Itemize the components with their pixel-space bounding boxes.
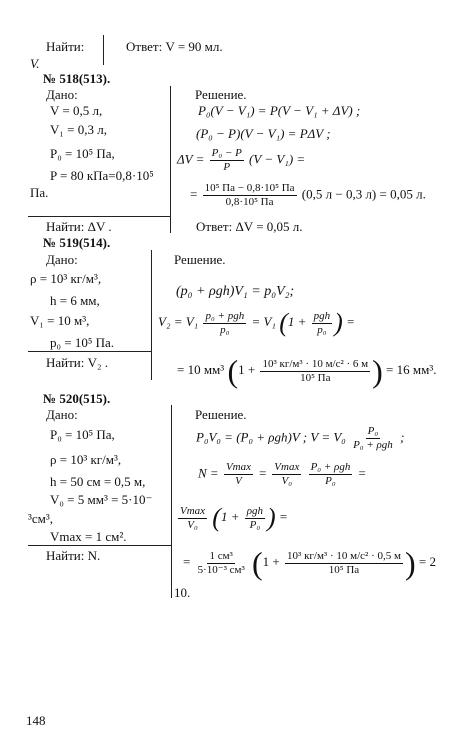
p518-given-3: P = 80 кПа=0,8·10⁵ [50, 168, 154, 183]
p519-eq2-mid: = V₁ [251, 313, 276, 329]
p519-eq3-tail: = 16 мм³. [386, 361, 437, 377]
p518-given-2: P₀ = 10⁵ Па, [50, 146, 115, 161]
p518-eq4-frac [203, 183, 297, 208]
p519-given-3: p₀ = 10⁵ Па. [50, 335, 115, 350]
p520-eq3: $\frac{Vmax}{\text{V₀}}$ (1 + $\frac{\text{ρgh}}{\text{P₀}}$ ) = [180, 503, 288, 532]
p518-given-4: Па. [30, 185, 49, 200]
p519-eq1: (p₀ + ρgh)V₁ = p₀V₂; [176, 284, 295, 299]
divider [103, 35, 104, 65]
p520-solution-label: Решение. [195, 407, 247, 422]
problem-519-title: № 519(514). [43, 235, 111, 250]
p520-eq2-f3-num: P₀ + ρgh [310, 461, 351, 473]
p520-eq3-f [178, 506, 207, 531]
p520-eq2-f3-den: P₀ [325, 475, 336, 487]
p519-eq3-frac [260, 359, 370, 384]
top-answer: Ответ: V = 90 мл. [126, 39, 223, 54]
p520-given-4: ³см³, [28, 511, 54, 526]
p518-eq4-den: 0,8·10⁵ Па [225, 196, 274, 208]
p520-eq3-inner-num: ρgh [246, 504, 264, 517]
top-find-var: V. [30, 56, 40, 71]
p518-eq3-lhs: ΔV = [177, 151, 205, 167]
p519-eq3-den: 10⁵ Па [300, 371, 331, 384]
p519-eq3-lhs: = 10 мм³ [177, 361, 225, 377]
p518-given-label: Дано: [46, 87, 78, 102]
p518-eq4: = $\frac{\text{10⁵ Па − 0,8·10⁵ Па}}{\text{0,8·10⁵ Па}}$ (0,5 л − 0,3 л) = 0,05 л. [190, 182, 426, 208]
p520-eq2-f1-den: V [235, 475, 242, 487]
p520-eq3-f-den: V₀ [187, 518, 198, 531]
p518-eq3-den: P [223, 161, 231, 173]
p520-eq2-lhs: N = [198, 465, 219, 481]
p520-eq2-f2-den: V₀ [281, 475, 293, 487]
p518-eq1: P₀(V − V₁) = P(V − V₁ + ΔV) ; [198, 103, 361, 118]
p520-eq3-inner-den: P₀ [249, 518, 261, 531]
p518-eq3-num: P₀ − P [211, 147, 242, 159]
p520-given-0: P₀ = 10⁵ Па, [50, 427, 115, 442]
p520-eq4-f-num: 1 см³ [209, 549, 233, 562]
p519-eq2-num: p₀ + pgh [205, 309, 245, 322]
p520-eq1-den: P₀ + ρgh [353, 439, 393, 451]
p519-eq2-lhs: V₂ = V₁ [158, 313, 199, 329]
p519-given-2: V₁ = 10 м³, [30, 313, 90, 328]
p519-eq2-inner-den: p₀ [317, 323, 327, 336]
p519-eq2: V₂ = V₁ $\frac{\text{p₀ + pgh}}{\text{p₀}}$ = V₁ (1 + $\frac{\text{pgh}}{\text{p₀}}$ ) = [158, 308, 355, 337]
p520-given-2: h = 50 см = 0,5 м, [50, 474, 146, 489]
problem-520-title: № 520(515). [43, 391, 111, 406]
p520-eq4-tail: = 2 [418, 553, 436, 569]
p520-eq4-f [196, 551, 247, 576]
p519-eq2-den: p₀ [220, 323, 230, 336]
p518-eq3 [177, 148, 305, 173]
p520-find-rule [28, 545, 171, 546]
p519-given-1: h = 6 мм, [50, 293, 100, 308]
p519-eq3-num: 10³ кг/м³ · 10 м/с² · 6 м [262, 357, 369, 370]
p520-eq4-inner-den: 10⁵ Па [328, 563, 360, 576]
p520-eq4-f-den: 5·10⁻³ см³ [197, 563, 245, 576]
p520-given-label: Дано: [46, 407, 78, 422]
p518-given-1: V₁ = 0,3 л, [50, 122, 107, 137]
p518-find: Найти: ΔV . [46, 219, 112, 234]
p519-divider [151, 250, 152, 380]
p520-eq4-cont: 10. [174, 585, 191, 600]
p520-eq1-num: P₀ [367, 425, 379, 437]
p518-eq3-frac [210, 148, 244, 173]
p519-eq2-inner-num: pgh [313, 309, 331, 322]
problem-518-title: № 518(513). [43, 71, 111, 86]
p519-eq2-frac [203, 311, 246, 336]
p520-eq4-inner [285, 551, 403, 576]
p518-divider [170, 86, 171, 233]
p518-find-rule [28, 216, 170, 217]
p520-divider [171, 405, 172, 598]
p518-eq2: (P₀ − P)(V − V₁) = PΔV ; [196, 126, 331, 141]
p520-eq4-inner-num: 10³ кг/м³ · 10 м/с² · 0,5 м [287, 549, 401, 562]
page-number: 148 [26, 713, 46, 728]
p520-eq4: = $\frac{\text{1 см³}}{\text{5·10⁻³ см³}}$ (1 + $\frac{\text{10³ кг/м³ · 10 м/с² · 0,5 м}}{\text{10⁵ Па}}$ ) = 2 [183, 545, 436, 581]
p519-given-label: Дано: [46, 252, 78, 267]
top-find-label: Найти: [46, 39, 85, 54]
p520-eq2: N = $\frac{Vmax}{V}$ = $\frac{Vmax}{\text{V₀}}$ $\frac{\text{P₀ + ρgh}}{\text{P₀}}$ = [198, 461, 367, 487]
p519-eq3: = 10 мм³ (1 + $\frac{\text{10³ кг/м³ · 10 м/с² · 6 м}}{\text{10⁵ Па}}$ ) = 16 мм³. [177, 353, 437, 389]
p520-given-3: V₀ = 5 мм³ = 5·10⁻ [50, 492, 153, 507]
p520-eq1-text: P₀V₀ = (P₀ + ρgh)V ; V = V₀ [196, 429, 346, 445]
p519-find-rule [28, 351, 151, 352]
p520-eq2-f1 [224, 462, 253, 487]
p520-eq2-f2 [272, 462, 301, 487]
p518-answer: Ответ: ΔV = 0,05 л. [196, 219, 303, 234]
p519-eq2-inner-frac [312, 311, 333, 336]
p518-solution-label: Решение. [195, 87, 247, 102]
p518-eq4-tail: (0,5 л − 0,3 л) = 0,05 л. [301, 186, 426, 202]
p518-given-0: V = 0,5 л, [50, 103, 103, 118]
p519-find: Найти: V₂ . [46, 355, 109, 370]
p520-eq3-inner [245, 506, 265, 531]
p520-eq2-f1-num: Vmax [225, 461, 251, 473]
p520-find: Найти: N. [46, 548, 101, 563]
p519-solution-label: Решение. [174, 252, 226, 267]
p520-eq3-f-num: Vmax [180, 504, 206, 517]
p520-eq1-frac [351, 426, 395, 451]
p520-eq2-f3 [309, 462, 353, 487]
p518-eq3-tail: (V − V₁) = [249, 151, 306, 167]
p519-given-0: ρ = 10³ кг/м³, [30, 271, 102, 286]
p520-given-5: Vmax = 1 см². [50, 529, 127, 544]
p520-eq2-f2-num: Vmax [274, 461, 300, 473]
p520-given-1: ρ = 10³ кг/м³, [50, 452, 122, 467]
p518-eq4-num: 10⁵ Па − 0,8·10⁵ Па [204, 182, 295, 194]
p520-eq1: P₀V₀ = (P₀ + ρgh)V ; V = V₀ $\frac{\text{P₀}}{\text{P₀ + ρgh}}$ ; [196, 425, 405, 451]
